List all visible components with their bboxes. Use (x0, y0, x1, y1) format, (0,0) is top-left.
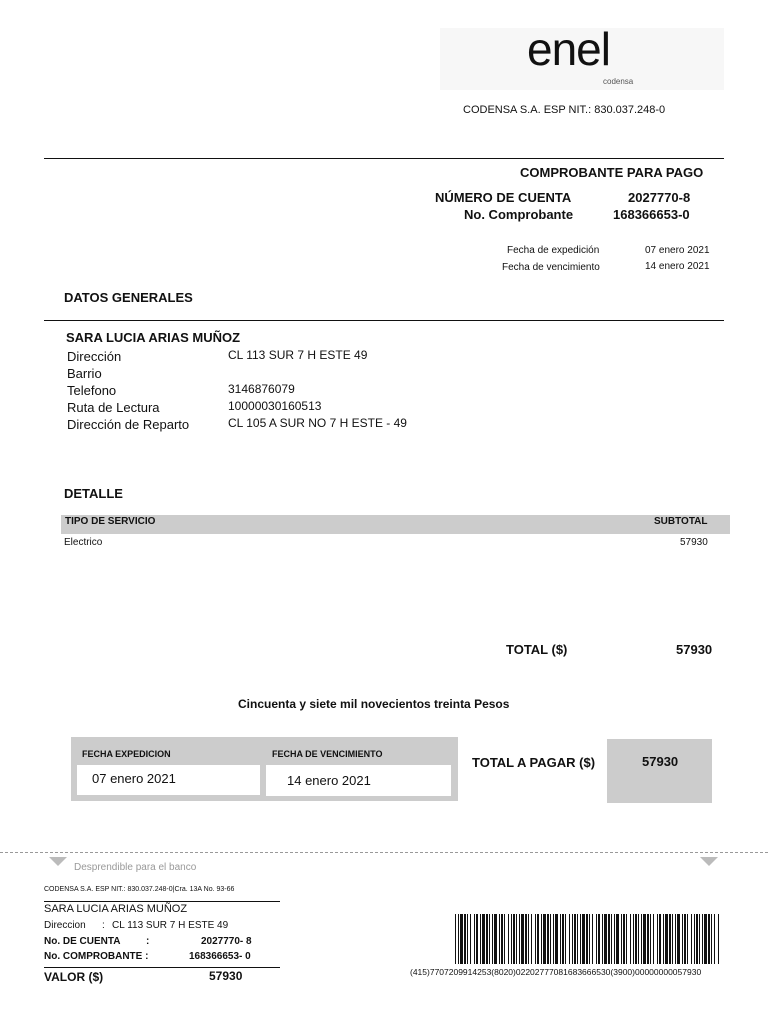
fecha-vencimiento-value: 14 enero 2021 (287, 773, 371, 788)
comprobante-value: 168366653-0 (613, 207, 690, 222)
stub-dir-label: Direccion (44, 920, 86, 931)
left-arrow-icon (49, 857, 67, 866)
total-value: 57930 (676, 642, 713, 657)
stub-cuenta-value: 2027770- 8 (201, 936, 252, 947)
fecha-expedicion-label: FECHA EXPEDICION (82, 749, 171, 759)
reparto-label: Dirección de Reparto (67, 417, 190, 432)
logo-subtitle: codensa (603, 77, 634, 86)
col-subtotal: SUBTOTAL (654, 516, 708, 527)
telefono-label: Telefono (67, 383, 117, 398)
vencimiento-value: 14 enero 2021 (645, 261, 710, 272)
total-label: TOTAL ($) (506, 642, 568, 657)
stub-dir-colon: : (102, 920, 105, 931)
total-pagar-box (607, 739, 712, 803)
doc-title: COMPROBANTE PARA PAGO (520, 165, 704, 180)
datos-divider (44, 320, 724, 321)
reparto-value: CL 105 A SUR NO 7 H ESTE - 49 (228, 416, 407, 430)
total-pagar-label: TOTAL A PAGAR ($) (472, 755, 596, 770)
cuenta-label: NÚMERO DE CUENTA (435, 190, 572, 205)
barrio-label: Barrio (67, 366, 102, 381)
enel-logo: enel (527, 23, 610, 75)
stub-divider-top (44, 901, 280, 902)
total-pagar-value: 57930 (642, 754, 679, 769)
direccion-label: Dirección (67, 349, 122, 364)
detach-line (0, 852, 768, 853)
cuenta-value: 2027770-8 (628, 190, 691, 205)
detalle-title: DETALLE (64, 486, 123, 501)
barcode-icon (455, 914, 720, 964)
datos-title: DATOS GENERALES (64, 290, 193, 305)
vencimiento-label: Fecha de vencimiento (502, 262, 600, 273)
ruta-value: 10000030160513 (228, 399, 322, 413)
fecha-expedicion-value: 07 enero 2021 (92, 771, 176, 786)
top-divider (44, 158, 724, 159)
company-line: CODENSA S.A. ESP NIT.: 830.037.248-0 (463, 104, 666, 116)
stub-cuenta-label: No. DE CUENTA (44, 936, 121, 947)
stub-company: CODENSA S.A. ESP NIT.: 830.037.248-0|Cra. 13A No. 93-66 (44, 886, 235, 893)
stub-comprobante-label: No. COMPROBANTE : (44, 951, 149, 962)
detalle-header-band (61, 515, 730, 534)
comprobante-label: No. Comprobante (464, 207, 574, 222)
stub-divider-bottom (44, 967, 280, 968)
barcode-text: (415)7707209914253(8020)02202777081683666530(3900)00000000057930 (410, 967, 702, 977)
expedicion-label: Fecha de expedición (507, 245, 600, 256)
stub-valor-value: 57930 (209, 969, 243, 983)
detach-text: Desprendible para el banco (74, 862, 197, 873)
stub-name: SARA LUCIA ARIAS MUÑOZ (44, 903, 188, 915)
service-name: Electrico (64, 537, 103, 548)
right-arrow-icon (700, 857, 718, 866)
ruta-label: Ruta de Lectura (67, 400, 160, 415)
telefono-value: 3146876079 (228, 382, 295, 396)
fecha-vencimiento-label: FECHA DE VENCIMIENTO (272, 749, 383, 759)
stub-comprobante-value: 168366653- 0 (189, 951, 251, 962)
service-subtotal: 57930 (680, 537, 708, 548)
direccion-value: CL 113 SUR 7 H ESTE 49 (228, 348, 368, 362)
client-name: SARA LUCIA ARIAS MUÑOZ (66, 330, 241, 345)
col-tipo-servicio: TIPO DE SERVICIO (65, 516, 156, 527)
stub-dir-value: CL 113 SUR 7 H ESTE 49 (112, 920, 229, 931)
amount-in-words: Cincuenta y siete mil novecientos treinta Pesos (238, 697, 510, 711)
stub-valor-label: VALOR ($) (44, 970, 104, 984)
stub-cuenta-colon: : (146, 936, 150, 947)
expedicion-value: 07 enero 2021 (645, 245, 710, 256)
